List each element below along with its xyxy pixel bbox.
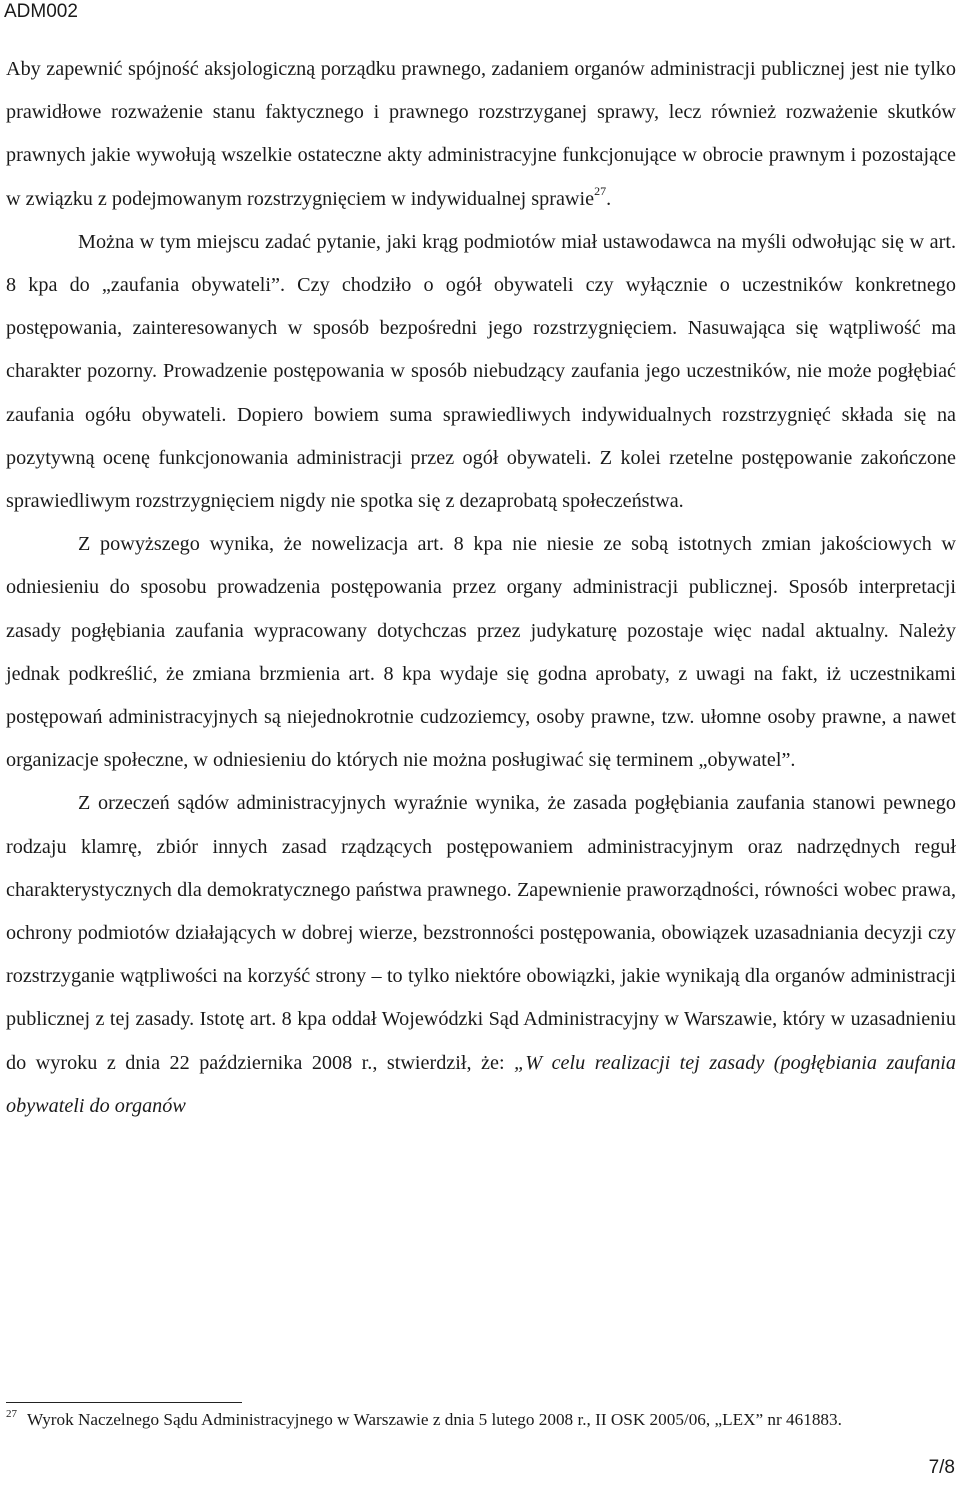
footnote bbox=[6, 1409, 956, 1430]
paragraph-1 bbox=[6, 48, 956, 221]
paragraph-1-end: . bbox=[606, 187, 612, 210]
paragraph-4 bbox=[6, 782, 956, 1128]
paragraph-4-quote: „W celu realizacji tej zasady (pogłębiania zaufania obywateli do organów bbox=[6, 1051, 956, 1117]
footnote-number: 27 bbox=[6, 1408, 17, 1421]
paragraph-1-text: Aby zapewnić spójność aksjologiczną porządku prawnego, zadaniem organów administracji publicznej jest nie tylko prawidłowe rozważenie stanu faktycznego i prawnego rozstrzyganej sprawy, lecz również rozważenie skutków prawnych jakie wywołują wszelkie ostateczne akty administracyjne funkcjonujące w obrocie prawnym i pozostające w związku z podejmowanym rozstrzygnięciem w indywidualnej sprawie bbox=[6, 58, 956, 210]
document-body bbox=[6, 48, 956, 1128]
paragraph-4-text: Z orzeczeń sądów administracyjnych wyraźnie wynika, że zasada pogłębiania zaufania stanowi pewnego rodzaju klamrę, zbiór innych zasad rządzących postępowaniem administracyjnym oraz nadrzędnych reguł charakterystycznych dla demokratycznego państwa prawnego. Zapewnienie praworządności, równości wobec prawa, ochrony podmiotów działających w dobrej wierze, bezstronności postępowania, obowiązek uzasadniania decyzji czy rozstrzyganie wątpliwości na korzyść strony – to tylko niektóre obowiązki, jakie wynikają dla organów administracji publicznej z tej zasady. Istotę art. 8 kpa oddał Wojewódzki Sąd Administracyjny w Warszawie, który w uzasadnieniu do wyroku z dnia 22 października 2008 r., stwierdził, że: bbox=[6, 792, 956, 1074]
document-id: ADM002 bbox=[4, 1, 78, 22]
footnote-reference: 27 bbox=[594, 183, 607, 198]
footnote-separator bbox=[6, 1402, 242, 1403]
page-number: 7/8 bbox=[928, 1457, 955, 1478]
paragraph-2: Można w tym miejscu zadać pytanie, jaki krąg podmiotów miał ustawodawca na myśli odwołując się w art. 8 kpa do „zaufania obywateli”. Czy chodziło o ogół obywateli czy wyłącznie o uczestników konkretnego postępowania, zainteresowanych w sposób bezpośredni jego rozstrzygnięciem. Nasuwająca się wątpliwość ma charakter pozorny. Prowadzenie postępowania w sposób niebudzący zaufania jego uczestników, nie może pogłębiać zaufania ogółu obywateli. Dopiero bowiem suma sprawiedliwych indywidualnych rozstrzygnięć składa się na pozytywną ocenę funkcjonowania administracji przez ogół obywateli. Z kolei rzetelne postępowanie zakończone sprawiedliwym rozstrzygnięciem nigdy nie spotka się z dezaprobatą społeczeństwa. bbox=[6, 230, 956, 513]
paragraph-3: Z powyższego wynika, że nowelizacja art. 8 kpa nie niesie ze sobą istotnych zmian jakościowych w odniesieniu do sposobu prowadzenia postępowania przez organy administracji publicznej. Sposób interpretacji zasady pogłębiania zaufania wypracowany dotychczas przez judykaturę pozostaje więc nadal aktualny. Należy jednak podkreślić, że zmiana brzmienia art. 8 kpa wydaje się godna aprobaty, z uwagi na fakt, iż uczestnikami postępowań administracyjnych są niejednokrotnie cudzoziemcy, osoby prawne, tzw. ułomne osoby prawne, a nawet organizacje społeczne, w odniesieniu do których nie można posługiwać się terminem „obywatel”. bbox=[6, 533, 956, 772]
footnote-text: Wyrok Naczelnego Sądu Administracyjnego w Warszawie z dnia 5 lutego 2008 r., II OSK 2005/06, „LEX” nr 461883. bbox=[27, 1410, 842, 1429]
